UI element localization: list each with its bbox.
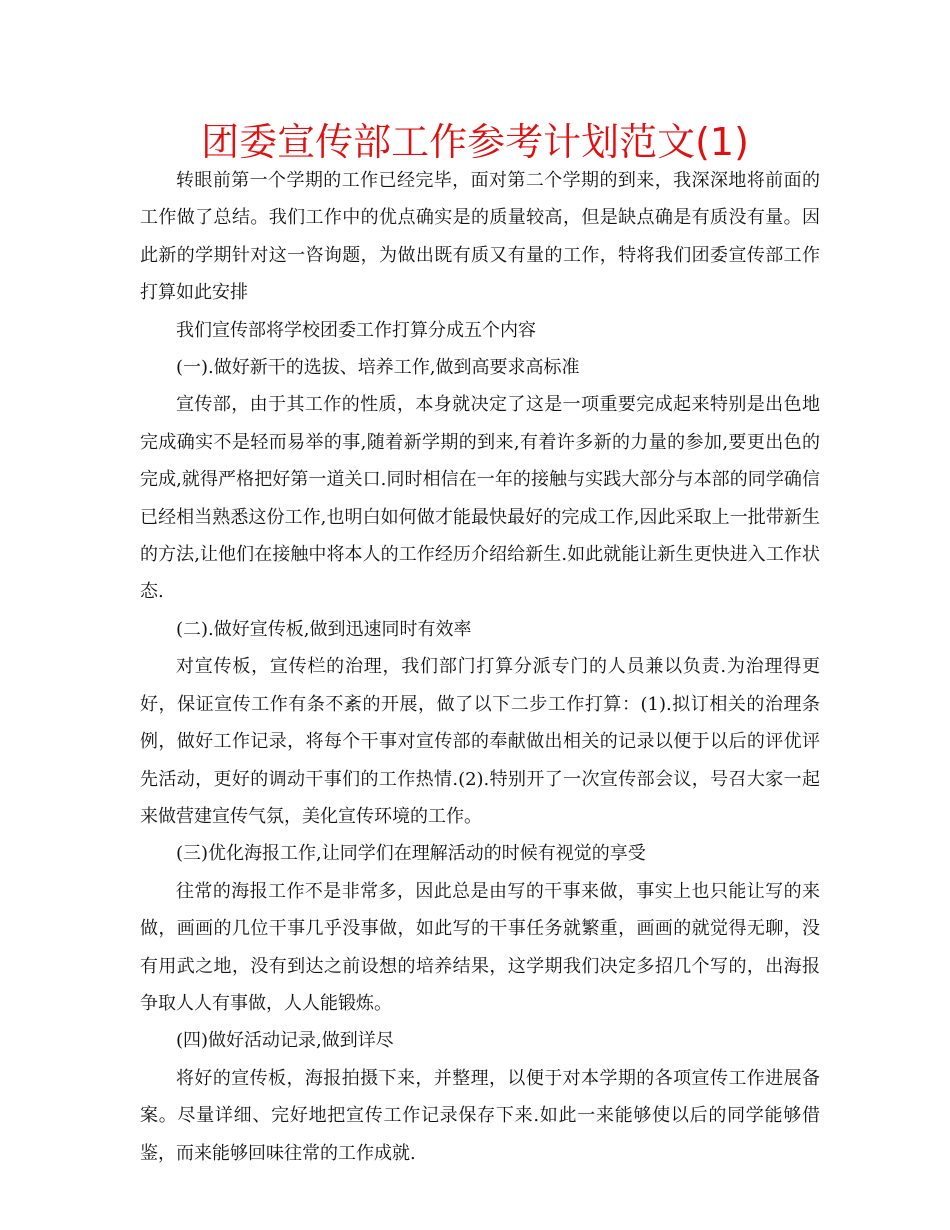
paragraph-section-4: 将好的宣传板，海报拍摄下来，并整理，以便于对本学期的各项宣传工作进展备案。尽量详细、完好地把宣传工作记录保存下来.如此一来能够使以后的同学能够借鉴，而来能够回味往常的工作成就.	[140, 1067, 820, 1164]
paragraph-section-3: 往常的海报工作不是非常多，因此总是由写的干事来做，事实上也只能让写的来做，画画的几位干事几乎没事做，如此写的干事任务就繁重，画画的就觉得无聊，没有用武之地，没有到达之前设想的培养结果，这学期我们决定多招几个写的，出海报争取人人有事做，人人能锻炼。	[140, 880, 820, 1014]
section-heading-1: (一).做好新干的选拔、培养工作,做到高要求高标准	[176, 357, 580, 379]
section-heading-4: (四)做好活动记录,做到详尽	[176, 1030, 394, 1052]
document-title: 团委宣传部工作参考计划范文(1)	[201, 120, 749, 164]
section-heading-3: (三)优化海报工作,让同学们在理解活动的时候有视觉的享受	[176, 843, 646, 865]
paragraph-overview: 我们宣传部将学校团委工作打算分成五个内容	[176, 319, 536, 341]
paragraph-section-2: 对宣传板，宣传栏的治理，我们部门打算分派专门的人员兼以负责.为治理得更好，保证宣传工作有条不紊的开展，做了以下二步工作打算：(1).拟订相关的治理条例，做好工作记录，将每个干事对宣传部的奉献做出相关的记录以便于以后的评优评先活动，更好的调动干事们的工作热情.(2).特别开了一次宣传部会议，号召大家一起来做营建宣传气氛，美化宣传环境的工作。	[140, 656, 820, 827]
document-body	[140, 162, 820, 1172]
paragraph-intro: 转眼前第一个学期的工作已经完毕，面对第二个学期的到来，我深深地将前面的工作做了总结。我们工作中的优点确实是的质量较高，但是缺点确是有质没有量。因此新的学期针对这一咨询题，为做出既有质又有量的工作，特将我们团委宣传部工作打算如此安排	[140, 170, 820, 304]
paragraph-section-1: 宣传部，由于其工作的性质，本身就决定了这是一项重要完成起来特别是出色地完成确实不是轻而易举的事,随着新学期的到来,有着许多新的力量的参加,要更出色的完成,就得严格把好第一道关口.同时相信在一年的接触与实践大部分与本部的同学确信已经相当熟悉这份工作,也明白如何做才能最快最好的完成工作,因此采取上一批带新生的方法,让他们在接触中将本人的工作经历介绍给新生.如此就能让新生更快进入工作状态.	[140, 394, 820, 603]
section-heading-2: (二).做好宣传板,做到迅速同时有效率	[176, 618, 472, 640]
